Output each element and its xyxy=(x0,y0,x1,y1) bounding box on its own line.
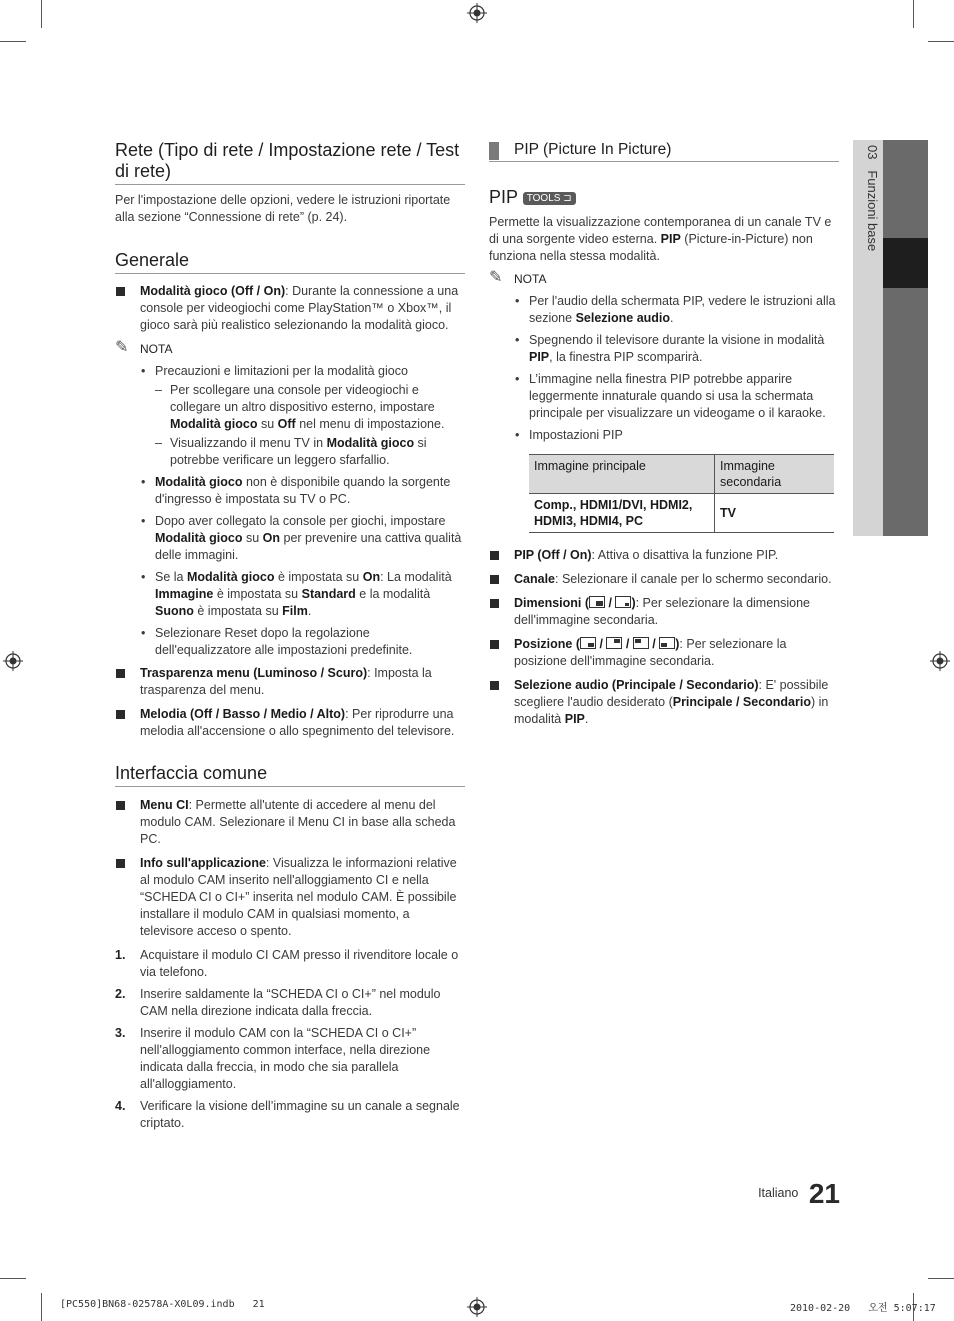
list-item xyxy=(489,293,839,327)
bullet-icon: • xyxy=(515,333,520,347)
registration-mark-icon xyxy=(3,651,23,671)
item-label: Selezione audio (Principale / Secondario) xyxy=(514,678,759,692)
item-label: Dimensioni ( xyxy=(514,596,590,610)
crop-mark xyxy=(41,1293,42,1321)
separator: / xyxy=(595,637,607,651)
square-bullet-icon xyxy=(116,287,125,296)
pencil-note-icon: ✎ xyxy=(489,269,503,286)
t: è impostata su xyxy=(274,570,363,584)
interfaccia-title: Interfaccia comune xyxy=(115,763,268,783)
pip-top-left-icon xyxy=(633,637,649,649)
pip-intro xyxy=(489,214,839,265)
b: Principale / Secondario xyxy=(672,695,811,709)
bullet-icon: • xyxy=(141,570,146,584)
side-tab xyxy=(853,140,928,536)
nota-heading xyxy=(489,271,839,288)
t: : E' possibile scegliere l'audio desiderato ( xyxy=(514,678,829,709)
t: è impostata su xyxy=(193,604,283,618)
b: On xyxy=(262,531,281,545)
list-item xyxy=(115,625,465,659)
table-header-secondary: Immagine secondaria xyxy=(715,455,835,494)
list-item xyxy=(489,427,839,444)
t: . xyxy=(670,311,674,325)
pip-title: PIP xyxy=(489,187,518,207)
t: nel menu di impostazione. xyxy=(295,417,445,431)
bullet-icon: • xyxy=(141,626,146,640)
item-label: Canale xyxy=(514,572,555,586)
table-header-row xyxy=(529,455,834,494)
step-number: 3. xyxy=(115,1026,126,1040)
page-number: 21 xyxy=(808,1178,840,1209)
separator: / xyxy=(648,637,660,651)
t: . xyxy=(307,604,312,618)
b: Modalità gioco xyxy=(155,475,243,489)
b: Film xyxy=(282,604,308,618)
generale-title: Generale xyxy=(115,250,190,270)
t: ) in modalità xyxy=(514,695,829,726)
bullet-icon: • xyxy=(141,475,146,489)
item-text: : Imposta la trasparenza del menu. xyxy=(140,666,432,697)
b: Off xyxy=(277,417,296,431)
rete-heading-block xyxy=(115,140,465,185)
item-text: : Visualizza le informazioni relative al modulo CAM inserito nell'alloggiamento CI e nella “SCHEDA CI o CI+” inserita nel modulo CAM. È possibile installare il modulo CAM in qualsiasi momento, a televisore acceso o spento. xyxy=(140,856,457,938)
crop-mark xyxy=(928,41,954,42)
square-bullet-icon xyxy=(116,669,125,678)
t: su xyxy=(242,531,263,545)
b: Standard xyxy=(301,587,356,601)
b: PIP xyxy=(660,232,681,246)
list-item xyxy=(115,474,465,508)
dimensioni-item xyxy=(489,595,839,629)
item-label: Menu CI xyxy=(140,798,189,812)
item-text: Precauzioni e limitazioni per la modalità gioco xyxy=(155,364,408,378)
tools-icon: ⊐ xyxy=(563,193,572,204)
step-item xyxy=(115,986,465,1020)
item-text: Impostazioni PIP xyxy=(529,428,623,442)
list-item xyxy=(115,363,465,380)
crop-mark xyxy=(928,1278,954,1279)
item-text: : Durante la connessione a una console per videogiochi come PlayStation™ o Xbox™, il gioco sarà più realistico selezionando la modalità gioco. xyxy=(140,284,459,332)
item-label: PIP (Off / On) xyxy=(514,548,592,562)
item-text: Selezionare Reset dopo la regolazione dell'equalizzatore alle impostazioni predefinite. xyxy=(155,626,413,657)
crop-mark xyxy=(913,0,914,28)
table-cell-secondary: TV xyxy=(715,494,835,533)
separator: / xyxy=(605,596,616,610)
section-marker xyxy=(489,142,499,160)
pip-onoff-item xyxy=(489,547,839,564)
pip-settings-table xyxy=(529,454,834,533)
t: , la finestra PIP scomparirà. xyxy=(549,350,703,364)
print-slug-file: [PC550]BN68-02578A-X0L09.indb 21 xyxy=(60,1299,265,1310)
t: e la modalità xyxy=(355,587,431,601)
rete-body: Per l'impostazione delle opzioni, vedere le istruzioni riportate alla sezione “Connessione di rete” (p. 24). xyxy=(115,193,451,224)
dash-icon: – xyxy=(155,383,162,397)
b: PIP xyxy=(529,350,550,364)
selezione-audio-item xyxy=(489,677,839,728)
registration-mark-icon xyxy=(467,3,487,23)
t: : La modalità xyxy=(380,570,452,584)
table-header-main: Immagine principale xyxy=(529,455,715,494)
square-bullet-icon xyxy=(116,859,125,868)
step-number: 4. xyxy=(115,1099,126,1113)
step-item xyxy=(115,1025,465,1093)
b: Modalità gioco xyxy=(326,436,415,450)
bullet-icon: • xyxy=(515,428,520,442)
b: Modalità gioco xyxy=(186,570,275,584)
item-label-end: ) xyxy=(631,596,636,610)
pip-bottom-right-icon xyxy=(580,637,596,649)
bullet-icon: • xyxy=(141,514,146,528)
item-text: : Selezionare il canale per lo schermo secondario. xyxy=(555,572,832,586)
sub-list-item xyxy=(115,382,465,433)
step-text: Inserire il modulo CAM con la “SCHEDA CI o CI+” nell'alloggiamento common interface, nella direzione indicata dalla freccia, in modo che sia parallela all'alloggiamento. xyxy=(140,1026,431,1091)
step-number: 1. xyxy=(115,948,126,962)
crop-mark xyxy=(0,41,26,42)
pip-top-right-icon xyxy=(606,637,622,649)
bullet-icon: • xyxy=(515,294,520,308)
right-column xyxy=(489,140,839,735)
step-text: Acquistare il modulo CI CAM presso il rivenditore locale o via telefono. xyxy=(140,948,459,979)
sub-list-item xyxy=(115,435,465,469)
item-text: : Per selezionare la posizione dell'immagine secondaria. xyxy=(514,637,787,668)
b: Suono xyxy=(155,604,194,618)
t: Permette la visualizzazione contemporanea di un canale TV e di una sorgente video esterna. xyxy=(489,215,832,246)
b: Immagine xyxy=(155,587,214,601)
item-text: : Permette all'utente di accedere al menu del modulo CAM. Selezionare il Menu CI in base alla scheda PC. xyxy=(140,798,456,846)
dash-icon: – xyxy=(155,436,162,450)
side-tab-dark xyxy=(883,140,928,536)
t: (Picture-in-Picture) non funziona nella stessa modalità. xyxy=(489,232,813,263)
t: non è disponibile quando la sorgente d'ingresso è impostata su TV o PC. xyxy=(155,475,451,506)
square-bullet-icon xyxy=(116,710,125,719)
nota-label: NOTA xyxy=(140,342,173,356)
pip-section-heading xyxy=(489,140,839,162)
b: Selezione audio xyxy=(575,311,671,325)
b: PIP xyxy=(564,712,585,726)
item-label: Modalità gioco (Off / On) xyxy=(140,284,286,298)
posizione-item xyxy=(489,636,839,670)
chapter-title: Funzioni base xyxy=(865,170,880,252)
interfaccia-heading-block xyxy=(115,763,465,787)
chapter-number: 03 xyxy=(865,145,880,160)
table-cell-main: Comp., HDMI1/DVI, HDMI2, HDMI3, HDMI4, PC xyxy=(529,494,715,533)
t: Per l'audio della schermata PIP, vedere le istruzioni alla sezione xyxy=(529,294,836,325)
item-label: Melodia (Off / Basso / Medio / Alto) xyxy=(140,707,346,721)
t: Visualizzando il menu TV in xyxy=(170,436,327,450)
menu-ci-item xyxy=(115,797,465,848)
b: On xyxy=(362,570,381,584)
item-text: : Attiva o disattiva la funzione PIP. xyxy=(591,548,779,562)
pip-section-title: PIP (Picture In Picture) xyxy=(514,141,672,158)
list-item xyxy=(489,332,839,366)
pip-size-small-icon xyxy=(615,596,631,608)
modalita-gioco-item xyxy=(115,283,465,334)
item-text: : Per riprodurre una melodia all'accensione o allo spegnimento del televisore. xyxy=(140,707,455,738)
tools-badge xyxy=(523,192,576,205)
item-text: L’immagine nella finestra PIP potrebbe apparire leggermente innaturale quando si usa la schermata principale per visualizzare un videogame o il karaoke. xyxy=(529,372,826,420)
step-item xyxy=(115,947,465,981)
nota-heading xyxy=(115,341,465,358)
item-label: Info sull'applicazione xyxy=(140,856,266,870)
print-slug-timestamp: 2010-02-20 오전 5:07:17 xyxy=(790,1303,936,1314)
item-label: Trasparenza menu (Luminoso / Scuro) xyxy=(140,666,368,680)
list-item xyxy=(115,569,465,620)
item-label-end: ) xyxy=(675,637,680,651)
side-tab-text xyxy=(856,145,880,305)
step-text: Inserire saldamente la “SCHEDA CI o CI+” nel modulo CAM nella direzione indicata dalla freccia. xyxy=(140,987,441,1018)
crop-mark xyxy=(0,1278,26,1279)
melodia-item xyxy=(115,706,465,740)
pip-bottom-left-icon xyxy=(659,637,675,649)
t: si potrebbe verificare un leggero sfarfallio. xyxy=(170,436,427,467)
square-bullet-icon xyxy=(116,801,125,810)
square-bullet-icon xyxy=(490,681,499,690)
language-label: Italiano xyxy=(758,1186,799,1200)
list-item xyxy=(489,371,839,422)
trasparenza-item xyxy=(115,665,465,699)
t: Spegnendo il televisore durante la visione in modalità xyxy=(529,333,825,347)
generale-heading-block xyxy=(115,250,465,274)
b: Modalità gioco xyxy=(155,531,243,545)
item-label: Posizione ( xyxy=(514,637,580,651)
table-row xyxy=(529,494,834,533)
step-number: 2. xyxy=(115,987,126,1001)
crop-mark xyxy=(41,0,42,28)
rete-title: Rete (Tipo di rete / Impostazione rete / Test di rete) xyxy=(115,140,460,181)
t: su xyxy=(257,417,278,431)
step-text: Verificare la visione dell’immagine su un canale a segnale criptato. xyxy=(140,1099,460,1130)
t: Dopo aver collegato la console per giochi, impostare xyxy=(155,514,446,528)
t: Per scollegare una console per videogiochi e collegare un altro dispositivo esterno, impostare xyxy=(170,383,435,414)
registration-mark-icon xyxy=(930,651,950,671)
t: per prevenire una cattiva qualità delle immagini. xyxy=(155,531,462,562)
pip-heading xyxy=(489,186,839,208)
list-item xyxy=(115,513,465,564)
item-text: : Per selezionare la dimensione dell'immagine secondaria. xyxy=(514,596,811,627)
bullet-icon: • xyxy=(515,372,520,386)
pip-size-large-icon xyxy=(589,596,605,608)
bullet-icon: • xyxy=(141,364,146,378)
info-applicazione-item xyxy=(115,855,465,940)
page-footer xyxy=(700,1178,840,1210)
b: Modalità gioco xyxy=(170,417,258,431)
t: è impostata su xyxy=(213,587,302,601)
square-bullet-icon xyxy=(490,575,499,584)
square-bullet-icon xyxy=(490,640,499,649)
canale-item xyxy=(489,571,839,588)
t: . xyxy=(584,712,589,726)
tools-label: TOOLS xyxy=(526,193,561,204)
pencil-note-icon: ✎ xyxy=(115,339,129,356)
registration-mark-icon xyxy=(467,1297,487,1317)
left-column xyxy=(115,140,465,1137)
side-tab-marker xyxy=(883,238,928,288)
square-bullet-icon xyxy=(490,551,499,560)
square-bullet-icon xyxy=(490,599,499,608)
separator: / xyxy=(622,637,633,651)
t: Se la xyxy=(155,570,187,584)
nota-label: NOTA xyxy=(514,272,547,286)
step-item xyxy=(115,1098,465,1132)
